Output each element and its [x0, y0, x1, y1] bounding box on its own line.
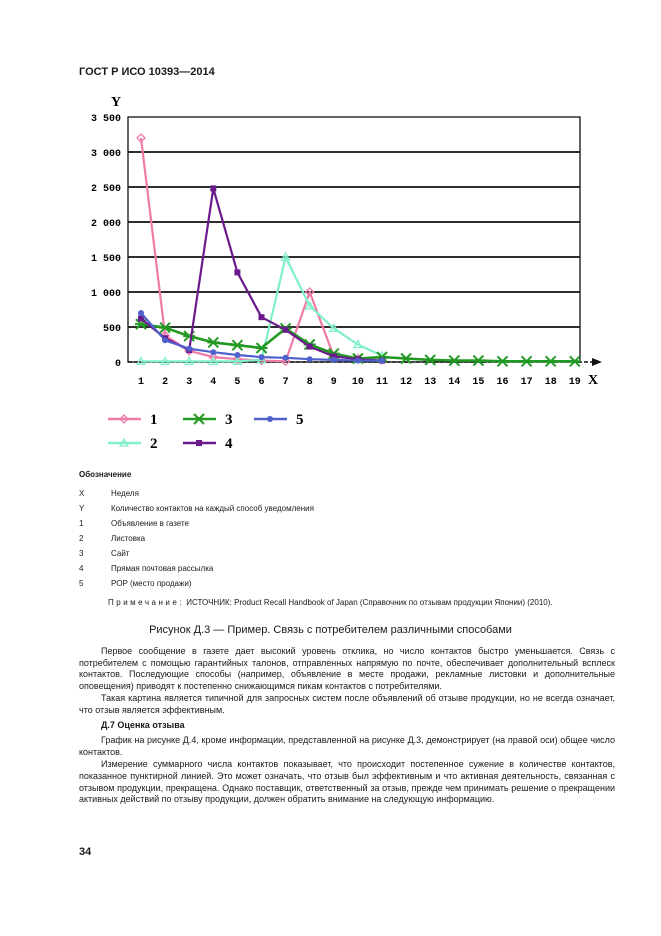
paragraph: Измерение суммарного числа контактов показывает, что происходит постепенное сужение в количестве контактов, показанное пунктирной линией. Это может означать, что отзыв был эффективным и что активная деятельность, связанная с отзывом продукции, прекращена. Однако поставщик, ответственный за отзыв, прежде чем принимать решение о прекращении активных действий по отзыву продукции, должен обратить внимание на следующую информацию.: [79, 759, 615, 805]
document-header: ГОСТ Р ИСО 10393—2014: [79, 66, 215, 78]
glossary-symbol: 5: [79, 579, 84, 588]
y-tick-label: 3 500: [90, 114, 121, 125]
data-point: [267, 416, 273, 422]
legend-label: 3: [225, 412, 233, 428]
glossary: [79, 470, 599, 594]
legend-label: 5: [296, 412, 304, 428]
glossary-symbol: Y: [79, 504, 85, 513]
glossary-row: [79, 519, 599, 534]
glossary-description: POP (место продажи): [111, 579, 192, 588]
x-tick-label: 5: [234, 377, 241, 388]
glossary-row: [79, 549, 599, 564]
data-point: [259, 314, 265, 320]
data-point: [207, 337, 219, 347]
x-tick-label: 8: [306, 377, 313, 388]
x-tick-label: 11: [375, 377, 389, 388]
data-point: [256, 343, 268, 353]
x-tick-label: 2: [162, 377, 169, 388]
glossary-description: Объявление в газете: [111, 519, 189, 528]
data-point: [162, 337, 168, 343]
x-tick-label: 10: [351, 377, 364, 388]
x-tick-labels: [138, 377, 581, 388]
x-tick-label: 7: [282, 377, 289, 388]
x-tick-label: 18: [544, 377, 557, 388]
y-axis-label: Y: [111, 95, 122, 110]
legend-label: 1: [150, 412, 158, 428]
data-point: [472, 356, 484, 366]
data-point: [234, 352, 240, 358]
x-tick-label: 9: [330, 377, 337, 388]
glossary-symbol: 2: [79, 534, 84, 543]
note-prefix: Примечание:: [108, 598, 185, 607]
x-tick-label: 16: [496, 377, 509, 388]
glossary-row: [79, 579, 599, 594]
body-text: [79, 646, 615, 807]
y-tick-label: 0: [114, 359, 121, 370]
x-tick-label: 4: [210, 377, 217, 388]
data-point: [193, 414, 205, 424]
data-point: [138, 310, 144, 316]
x-tick-label: 3: [186, 377, 193, 388]
data-point: [186, 346, 192, 352]
data-point: [283, 355, 289, 361]
figure-note: [108, 598, 553, 607]
data-point: [210, 185, 216, 191]
y-tick-label: 3 000: [90, 149, 121, 160]
data-point: [521, 356, 533, 366]
section-heading: Д.7 Оценка отзыва: [101, 719, 185, 730]
glossary-symbol: 3: [79, 549, 84, 558]
data-point: [210, 349, 216, 355]
data-point: [259, 354, 265, 360]
glossary-description: Сайт: [111, 549, 130, 558]
data-point: [379, 358, 385, 364]
note-text: ИСТОЧНИК: Product Recall Handbook of Japan (Справочник по отзывам продукции Японии) (2010).: [186, 598, 553, 607]
legend-item: [183, 412, 233, 428]
data-point: [355, 358, 361, 364]
glossary-row: [79, 564, 599, 579]
x-tick-label: 12: [400, 377, 413, 388]
legend-item: [254, 412, 304, 428]
legend-item: [183, 436, 233, 452]
figure-caption: Рисунок Д.3 — Пример. Связь с потребителем различными способами: [149, 624, 512, 636]
y-tick-label: 500: [102, 324, 121, 335]
glossary-description: Неделя: [111, 489, 139, 498]
y-tick-label: 1 000: [90, 289, 121, 300]
data-point: [307, 356, 313, 362]
glossary-title: Обозначение: [79, 470, 132, 479]
data-point: [231, 340, 243, 350]
page-number: 34: [79, 846, 92, 858]
y-tick-label: 1 500: [90, 254, 121, 265]
data-point: [569, 356, 581, 366]
data-point: [497, 356, 509, 366]
paragraph: Такая картина является типичной для запросных систем после объявлений об отзыве продукции, но не всегда означает, что отзыв является эффективным.: [79, 693, 615, 715]
data-point: [196, 440, 202, 446]
data-point: [307, 344, 313, 350]
series-line: [141, 188, 382, 360]
glossary-symbol: X: [79, 489, 85, 498]
data-point: [283, 327, 289, 333]
x-tick-label: 17: [520, 377, 533, 388]
x-axis-arrow: [592, 358, 602, 366]
x-axis-label: X: [588, 373, 599, 388]
glossary-description: Прямая почтовая рассылка: [111, 564, 214, 573]
chart-legend: [108, 412, 304, 452]
y-tick-label: 2 500: [90, 184, 121, 195]
data-point: [545, 356, 557, 366]
chart-series: [135, 134, 581, 366]
y-tick-label: 2 000: [90, 219, 121, 230]
glossary-description: Количество контактов на каждый способ уведомления: [111, 504, 314, 513]
data-point: [448, 356, 460, 366]
x-tick-label: 1: [137, 377, 145, 388]
glossary-description: Листовка: [111, 534, 146, 543]
x-tick-label: 14: [448, 377, 461, 388]
legend-label: 4: [225, 436, 233, 452]
paragraph: График на рисунке Д.4, кроме информации, представленной на рисунке Д.3, демонстрирует (на правой оси) общее число контактов.: [79, 735, 615, 757]
glossary-symbol: 4: [79, 564, 84, 573]
x-tick-label: 6: [258, 377, 265, 388]
data-point: [331, 357, 337, 363]
x-tick-label: 19: [568, 377, 581, 388]
glossary-row: [79, 489, 599, 504]
legend-item: [108, 436, 158, 452]
glossary-list: [79, 489, 599, 594]
data-point: [183, 331, 195, 341]
glossary-row: [79, 534, 599, 549]
x-tick-label: 13: [424, 377, 437, 388]
data-point: [234, 269, 240, 275]
data-point: [424, 355, 436, 365]
paragraph: Первое сообщение в газете дает высокий уровень отклика, но число контактов быстро уменьшается. Связь с потребителем с помощью гарантийных талонов, отправленных напрямую по почте, обеспечивает дополнительный всплеск контактов. Последующие способы (например, объявление в месте продажи, рекламные листовки и дополнительные оповещения) приводят к постепенно снижающимся пикам контактов с потребителями.: [79, 646, 615, 691]
glossary-row: [79, 504, 599, 519]
plot-frame: [128, 117, 580, 362]
y-tick-labels: [91, 114, 121, 370]
chart-grid: [128, 117, 602, 366]
legend-item: [108, 412, 158, 428]
legend-label: 2: [150, 436, 158, 452]
x-tick-label: 15: [472, 377, 485, 388]
glossary-symbol: 1: [79, 519, 84, 528]
